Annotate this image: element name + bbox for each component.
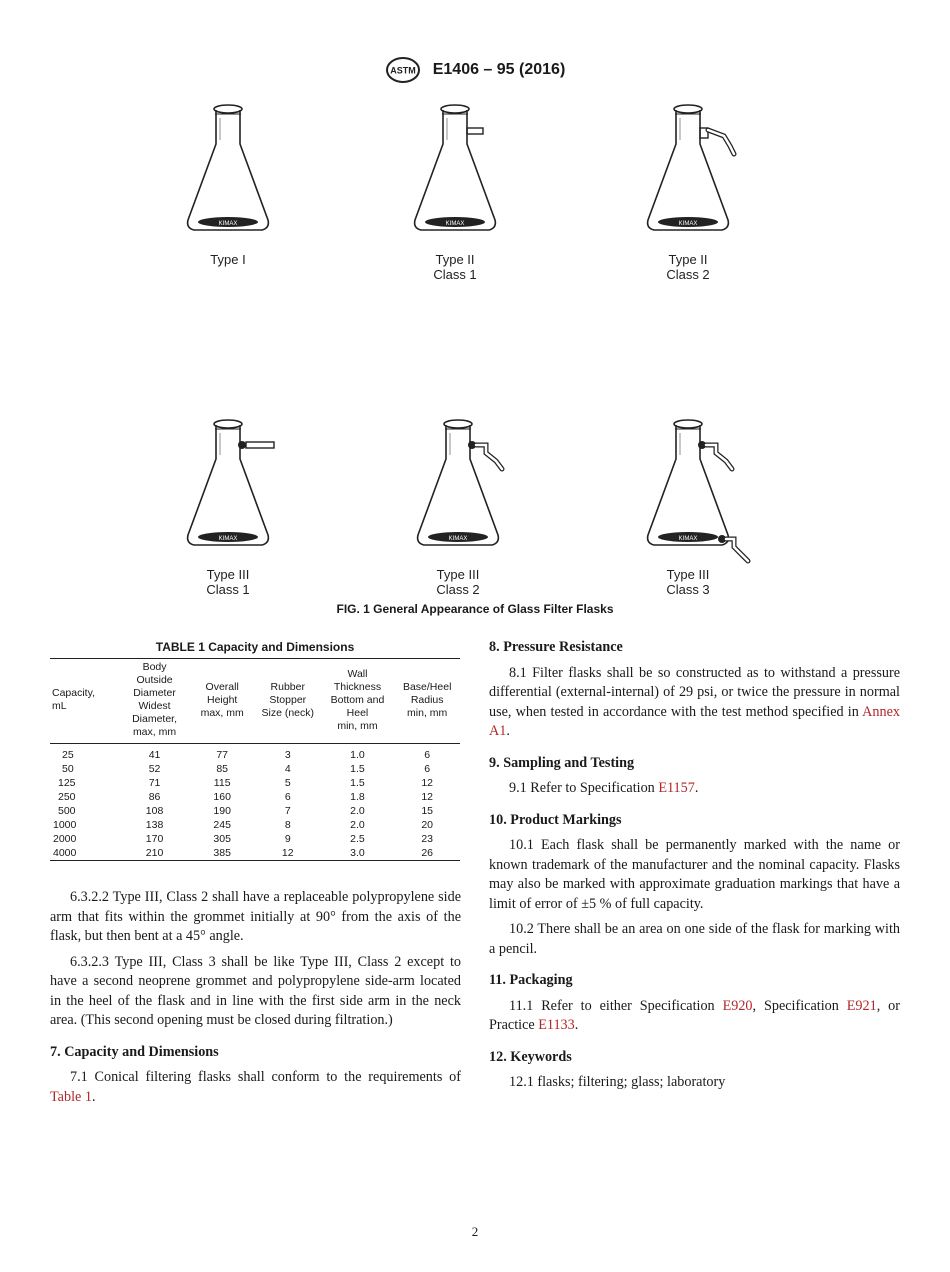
astm-logo-text: ASTM (389, 65, 416, 76)
table-row: 1000 138 245 8 2.0 20 (53, 818, 434, 831)
heading-section-12: 12. Keywords (489, 1048, 572, 1065)
para-11-1: 11.1 Refer to either Specification E920, Specification E921, or Practice E1133. (489, 997, 900, 1033)
flask-type-ii-class-2 (628, 100, 748, 250)
para-10-2: 10.2 There shall be an area on one side of the flask for marking with a pencil. (489, 921, 900, 957)
flask-label: KIMAX (218, 536, 238, 542)
table-title: TABLE 1 Capacity and Dimensions (155, 640, 355, 654)
flask-label: KIMAX (218, 221, 238, 227)
para-9-1: 9.1 Refer to Specification E1157. (509, 780, 699, 796)
flask-caption-type-ii-class-2: Type II Class 2 (666, 252, 710, 282)
flask-caption-type-iii-class-1: Type III Class 1 (206, 567, 250, 597)
link-annex-a1[interactable]: Annex A1 (489, 703, 900, 739)
table-row: 2000 170 305 9 2.5 23 (53, 832, 434, 845)
table-row: 50 52 85 4 1.5 6 (62, 762, 431, 775)
para-7-1: 7.1 Conical filtering flasks shall conform to the requirements of Table 1. (50, 1069, 461, 1105)
table-row: 125 71 115 5 1.5 12 (58, 776, 434, 789)
para-6-3-2-3: 6.3.2.3 Type III, Class 3 shall be like Type III, Class 2 except to have a second neoprene grommet and polypropylene side-arm located in the heel of the flask and in line with the first side arm in the neck area. (This second opening must be closed during filtration.) (50, 953, 461, 1028)
page-header (0, 56, 950, 84)
table-row: 500 108 190 7 2.0 15 (58, 804, 434, 817)
col-header-body-diameter: Body Outside Diameter Widest Diameter, max, mm (120, 659, 190, 744)
flask-caption-type-ii-class-1: Type II Class 1 (433, 252, 477, 282)
flask-type-iii-class-1 (168, 415, 288, 565)
para-6-3-2-2: 6.3.2.2 Type III, Class 2 shall have a replaceable polypropylene side arm that fits within the grommet initially at 90° from the axis of the flask, but then bent at a 45° angle. (50, 889, 461, 944)
col-header-capacity: Capacity, mL (50, 659, 120, 744)
heading-section-7: 7. Capacity and Dimensions (50, 1043, 219, 1060)
flask-caption-type-iii-class-3: Type III Class 3 (666, 567, 710, 597)
link-table-1[interactable]: Table 1 (50, 1088, 92, 1105)
page-number: 2 (471, 1224, 479, 1239)
heading-section-11: 11. Packaging (489, 972, 573, 988)
table-header-row (50, 659, 460, 744)
document-code: E1406 – 95 (2016) (432, 61, 566, 78)
col-header-overall-height: Overall Height max, mm (189, 659, 255, 744)
link-e921[interactable]: E921 (846, 997, 877, 1014)
table-row: 25 41 77 3 1.0 6 (62, 748, 431, 761)
flask-label: KIMAX (678, 221, 698, 227)
flask-label: KIMAX (678, 536, 698, 542)
col-header-base-radius: Base/Heel Radius min, mm (394, 659, 460, 744)
flask-caption-type-i: Type I (210, 252, 246, 267)
flask-type-iii-class-3 (628, 415, 748, 565)
flask-type-ii-class-1 (395, 100, 515, 250)
para-12-1: 12.1 flasks; filtering; glass; laboratory (509, 1074, 726, 1090)
para-10-1: 10.1 Each flask shall be permanently marked with the name or known trademark of the manufacturer and the nominal capacity. Flasks may also be marked with approximate graduation markings that have a limit of error of ±5 % of full capacity. (489, 837, 900, 912)
table-row: 4000 210 385 12 3.0 26 (50, 846, 460, 861)
heading-section-8: 8. Pressure Resistance (489, 639, 623, 655)
col-header-wall-thickness: Wall Thickness Bottom and Heel min, mm (321, 659, 395, 744)
link-e1133[interactable]: E1133 (538, 1017, 575, 1033)
flask-caption-type-iii-class-2: Type III Class 2 (436, 567, 480, 597)
table-row: 250 86 160 6 1.8 12 (58, 790, 434, 803)
col-header-stopper-size: Rubber Stopper Size (neck) (255, 659, 321, 744)
side-arm-icon (467, 128, 483, 134)
figure-caption: FIG. 1 General Appearance of Glass Filter Flasks (336, 602, 614, 616)
heading-section-9: 9. Sampling and Testing (489, 754, 635, 771)
flask-type-iii-class-2 (398, 415, 518, 565)
link-e1157[interactable]: E1157 (658, 780, 695, 796)
flask-label: KIMAX (445, 221, 465, 227)
right-column (489, 638, 900, 1099)
flask-label: KIMAX (448, 536, 468, 542)
left-column (50, 888, 461, 1113)
flask-type-i (168, 100, 288, 250)
heading-section-10: 10. Product Markings (489, 811, 622, 828)
side-arm-icon (246, 442, 274, 448)
para-8-1: 8.1 Filter flasks shall be so constructed as to withstand a pressure differential (external-internal) of 29 psi, or twice the pressure in normal use, when tested in accordance with the test method specified in Annex A1. (489, 664, 900, 739)
link-e920[interactable]: E920 (722, 997, 753, 1014)
astm-logo (385, 56, 421, 84)
capacity-table (50, 658, 460, 861)
